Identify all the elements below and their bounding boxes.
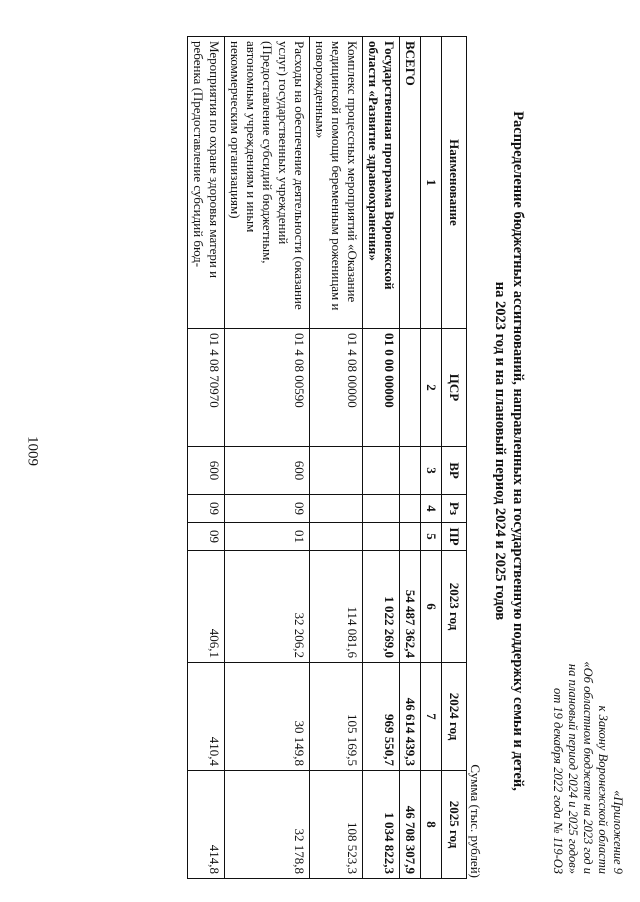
table-row bbox=[310, 37, 363, 879]
column-number: 2 bbox=[421, 329, 442, 447]
table-row bbox=[188, 37, 225, 879]
cell-pr: 01 bbox=[225, 523, 310, 551]
appendix-header bbox=[550, 544, 625, 874]
cell-2025: 46 708 307,9 bbox=[400, 771, 421, 879]
cell-2025: 32 178,8 bbox=[225, 771, 310, 879]
appendix-line: к Закону Воронежской области bbox=[596, 705, 610, 874]
cell-2024: 46 614 439,3 bbox=[400, 663, 421, 771]
cell-vr bbox=[310, 447, 363, 495]
header-2024: 2024 год bbox=[442, 663, 467, 771]
column-number: 3 bbox=[421, 447, 442, 495]
cell-pr bbox=[310, 523, 363, 551]
cell-2023: 114 081,6 bbox=[310, 551, 363, 663]
header-vr: ВР bbox=[442, 447, 467, 495]
cell-rz: 09 bbox=[225, 495, 310, 523]
cell-2024: 969 550,7 bbox=[363, 663, 400, 771]
cell-rz bbox=[400, 495, 421, 523]
cell-pr bbox=[400, 523, 421, 551]
header-pr: ПР bbox=[442, 523, 467, 551]
cell-vr: 600 bbox=[225, 447, 310, 495]
cell-2023: 54 487 362,4 bbox=[400, 551, 421, 663]
cell-2023: 1 022 269,0 bbox=[363, 551, 400, 663]
header-rz: Рз bbox=[442, 495, 467, 523]
cell-name: Расходы на обеспечение деятельности (оказание услуг) государственных учреждений (Предоставление субсидий бюджетным, автономным учреждениям и иным некоммерческим организациям) bbox=[225, 37, 310, 329]
column-number: 4 bbox=[421, 495, 442, 523]
budget-table bbox=[187, 36, 467, 879]
cell-csr bbox=[400, 329, 421, 447]
cell-vr bbox=[400, 447, 421, 495]
cell-name: Мероприятия по охране здоровья матери и ребенка (Предоставление субсидий бюд- bbox=[188, 37, 225, 329]
cell-2023: 32 206,2 bbox=[225, 551, 310, 663]
header-2023: 2023 год bbox=[442, 551, 467, 663]
cell-csr: 01 4 08 70970 bbox=[188, 329, 225, 447]
table-row bbox=[225, 37, 310, 879]
header-row bbox=[442, 37, 467, 879]
document-title bbox=[491, 22, 527, 880]
cell-csr: 01 4 08 00000 bbox=[310, 329, 363, 447]
cell-2024: 30 149,8 bbox=[225, 663, 310, 771]
cell-rz bbox=[310, 495, 363, 523]
cell-name: Государственная программа Воронежской области «Развитие здравоохранения» bbox=[363, 37, 400, 329]
units-label: Сумма (тыс. рублей) bbox=[468, 764, 483, 878]
title-line: на 2023 год и на плановый период 2024 и 2025 годов bbox=[492, 281, 508, 621]
rotated-page bbox=[15, 22, 625, 880]
column-number: 7 bbox=[421, 663, 442, 771]
cell-rz: 09 bbox=[188, 495, 225, 523]
column-number: 1 bbox=[421, 37, 442, 329]
column-number: 8 bbox=[421, 771, 442, 879]
cell-csr: 01 4 08 00590 bbox=[225, 329, 310, 447]
cell-2025: 108 523,3 bbox=[310, 771, 363, 879]
column-number: 6 bbox=[421, 551, 442, 663]
column-number: 5 bbox=[421, 523, 442, 551]
cell-rz bbox=[363, 495, 400, 523]
table-row-program bbox=[363, 37, 400, 879]
cell-2023: 406,1 bbox=[188, 551, 225, 663]
cell-name: Комплекс процессных мероприятий «Оказание медицинской помощи беременным роженицам и новорожденным» bbox=[310, 37, 363, 329]
page-number: 1009 bbox=[24, 436, 41, 466]
column-number-row bbox=[421, 37, 442, 879]
header-name: Наименование bbox=[442, 37, 467, 329]
header-csr: ЦСР bbox=[442, 329, 467, 447]
cell-2024: 105 169,5 bbox=[310, 663, 363, 771]
cell-vr bbox=[363, 447, 400, 495]
appendix-line: на плановый период 2024 и 2025 годов» bbox=[566, 663, 580, 874]
cell-csr: 01 0 00 00000 bbox=[363, 329, 400, 447]
cell-name: ВСЕГО bbox=[400, 37, 421, 329]
cell-2024: 410,4 bbox=[188, 663, 225, 771]
cell-pr bbox=[363, 523, 400, 551]
appendix-line: «Об областном бюджете на 2023 год и bbox=[581, 661, 595, 874]
cell-2025: 1 034 822,3 bbox=[363, 771, 400, 879]
cell-pr: 09 bbox=[188, 523, 225, 551]
header-2025: 2025 год bbox=[442, 771, 467, 879]
appendix-line: от 19 декабря 2022 года № 119-ОЗ bbox=[551, 687, 565, 874]
title-line: Распределение бюджетных ассигнований, направленных на государственную поддержку семьи и детей, bbox=[510, 111, 526, 791]
cell-vr: 600 bbox=[188, 447, 225, 495]
cell-2025: 414,8 bbox=[188, 771, 225, 879]
appendix-line: «Приложение 9 bbox=[611, 790, 625, 874]
table-row-total bbox=[400, 37, 421, 879]
